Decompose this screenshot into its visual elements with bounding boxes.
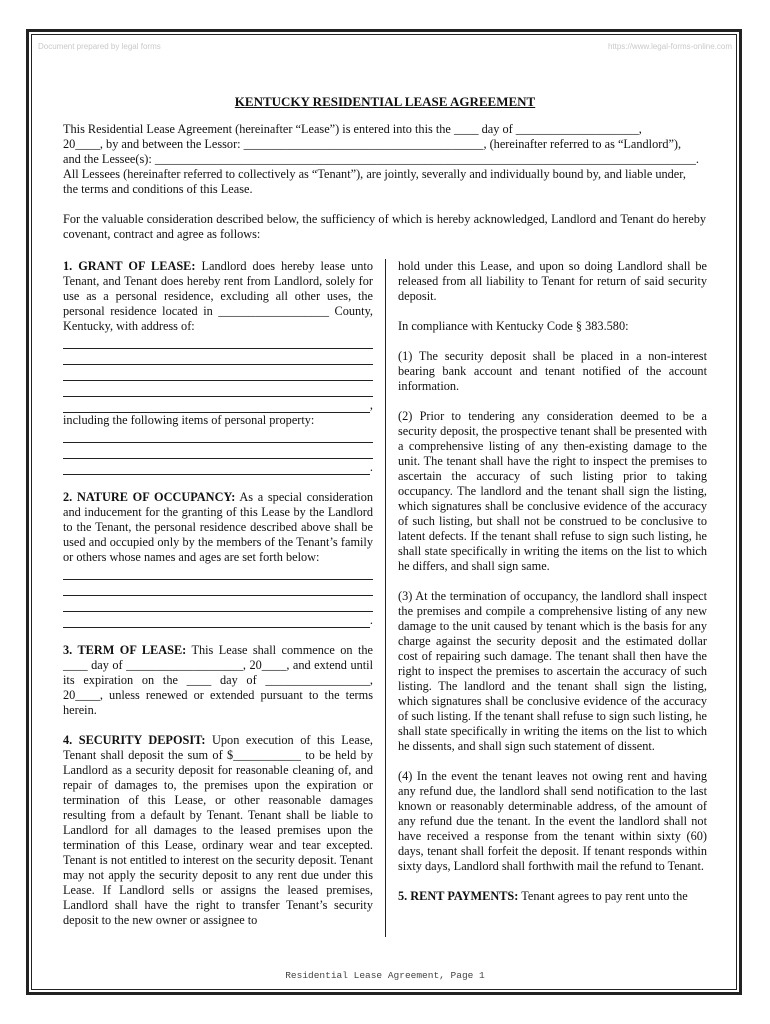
deposit-clause-4: (4) In the event the tenant leaves not owing rent and having any refund due, the landlord shall send notification to the last known or reasonably determinable address, of the amount of any refund due the tenant. In the event the landlord shall not have received a response from the tenant within sixty (60) days, tenant shall forfeit the deposit. If tenant responds within sixty days, Landlord shall forthwith mail the refund to Tenant. <box>398 769 707 873</box>
property-blank-line <box>63 444 373 459</box>
occupant-blank-line: . <box>63 613 373 628</box>
intro-paragraph <box>63 122 706 242</box>
section-grant-of-lease <box>63 259 373 334</box>
document-title: KENTUCKY RESIDENTIAL LEASE AGREEMENT <box>234 94 536 109</box>
address-blank-line: , <box>63 398 373 413</box>
section-text: Landlord does hereby lease unto Tenant, and Tenant does hereby rent from Landlord, solely for use as a personal residence, excluding all other uses, the personal residence located in __________________ County, Kentucky, with address of: <box>63 259 373 333</box>
section-heading: 4. SECURITY DEPOSIT: <box>63 733 206 747</box>
consideration-paragraph: For the valuable consideration described below, the sufficiency of which is hereby acknowledged, Landlord and Tenant do hereby covenant, contract and agree as follows: <box>63 212 706 241</box>
personal-property-label: including the following items of personal property: <box>63 413 315 427</box>
address-blank-line <box>63 382 373 397</box>
address-blank-line <box>63 350 373 365</box>
column-divider <box>385 259 386 937</box>
address-blank-line <box>63 366 373 381</box>
section-text: This Lease shall commence on the ____ day of ___________________, 20____, and extend until its expiration on the ____ day of _________________, 20____, unless renewed or extended pursuant to the terms herein. <box>63 643 373 717</box>
section-text: As a special consideration and inducement for the granting of this Lease by the Landlord to the Tenant, the personal residence described above shall be used and occupied only by the members of the Tenant’s family or others whose names and ages are set forth below: <box>63 490 373 564</box>
deposit-clause-1: (1) The security deposit shall be placed in a non-interest bearing bank account and tenant notified of the account information. <box>398 349 707 393</box>
section-security-deposit <box>63 733 373 928</box>
occupant-blank-line <box>63 597 373 612</box>
property-blank-line <box>63 428 373 443</box>
right-column <box>398 259 707 904</box>
section-heading: 2. NATURE OF OCCUPANCY: <box>63 490 236 504</box>
section-term-of-lease <box>63 643 373 718</box>
intro-line: This Residential Lease Agreement (hereinafter “Lease”) is entered into this the ____ day of ____________________, <box>63 122 642 136</box>
section-rent-payments <box>398 889 707 904</box>
intro-line: 20____, by and between the Lessor: _______________________________________, (hereinafter referred to as “Landlord”), <box>63 137 682 151</box>
section-text: Upon execution of this Lease, Tenant shall deposit the sum of $___________ to be held by Landlord as a security deposit for reasonable cleaning of, and repair of damages to, the premises upon the expiration or termination of this Lease, or other reasonable damages resulting from a default by Tenant. Tenant shall be liable to Landlord for all damages to the leased premises upon the termination of this Lease, ordinary wear and tear excepted. Tenant is not entitled to interest on the security deposit. Tenant may not apply the security deposit to any rent due under this Lease. If Landlord sells or assigns the leased premises, Landlord shall have the right to transfer Tenant’s security deposit to the new owner or assignee to <box>63 733 373 927</box>
left-column <box>63 259 373 928</box>
section-heading: 3. TERM OF LEASE: <box>63 643 187 657</box>
address-blank-line <box>63 334 373 349</box>
security-deposit-continued: hold under this Lease, and upon so doing Landlord shall be released from all liability to Tenant for return of said security deposit. <box>398 259 707 303</box>
kentucky-code-reference: In compliance with Kentucky Code § 383.580: <box>398 319 629 333</box>
page-footer: Residential Lease Agreement, Page 1 <box>285 970 485 981</box>
property-blank-line: . <box>63 460 373 475</box>
intro-line: All Lessees (hereinafter referred to collectively as “Tenant”), are jointly, severally and individually bound by, and liable under, <box>63 167 686 181</box>
section-heading: 1. GRANT OF LEASE: <box>63 259 196 273</box>
deposit-clause-2: (2) Prior to tendering any consideration deemed to be a security deposit, the prospective tenant shall be presented with a comprehensive listing of any then-existing damage to the unit. The tenant shall have the right to inspect the premises to ascertain the accuracy of such listing prior to taking occupancy. The landlord and the tenant shall sign the listing, which signatures shall be conclusive evidence of the accuracy of such listing, but shall not be construed to be conclusive to latent defects. If the tenant shall refuse to sign such listing, he shall state specifically in writing the items on the list to which he differs, and shall sign same. <box>398 409 707 573</box>
occupant-blank-line <box>63 581 373 596</box>
occupant-blank-line <box>63 565 373 580</box>
header-faint-right: https://www.legal-forms-online.com <box>607 42 732 51</box>
intro-line: the terms and conditions of this Lease. <box>63 182 253 196</box>
header-faint-left: Document prepared by legal forms <box>38 42 161 51</box>
deposit-clause-3: (3) At the termination of occupancy, the landlord shall inspect the premises and compile a comprehensive listing of any new damage to the unit caused by tenant which is the basis for any charge against the security deposit and the estimated dollar cost of repairing such damage. The tenant shall then have the right to inspect the premises to ascertain the accuracy of such listing. The landlord and the tenant shall sign the listing, which signatures shall be conclusive evidence of the accuracy of such listing. If the tenant shall refuse to sign such listing, he shall state specifically in writing the items on the list to which he dissents, and shall sign such statement of dissent. <box>398 589 707 753</box>
section-nature-of-occupancy <box>63 490 373 565</box>
intro-line: and the Lessee(s): ________________________________________________________________________________________. <box>63 152 699 166</box>
section-text: Tenant agrees to pay rent unto the <box>518 889 688 903</box>
section-heading: 5. RENT PAYMENTS: <box>398 889 519 903</box>
